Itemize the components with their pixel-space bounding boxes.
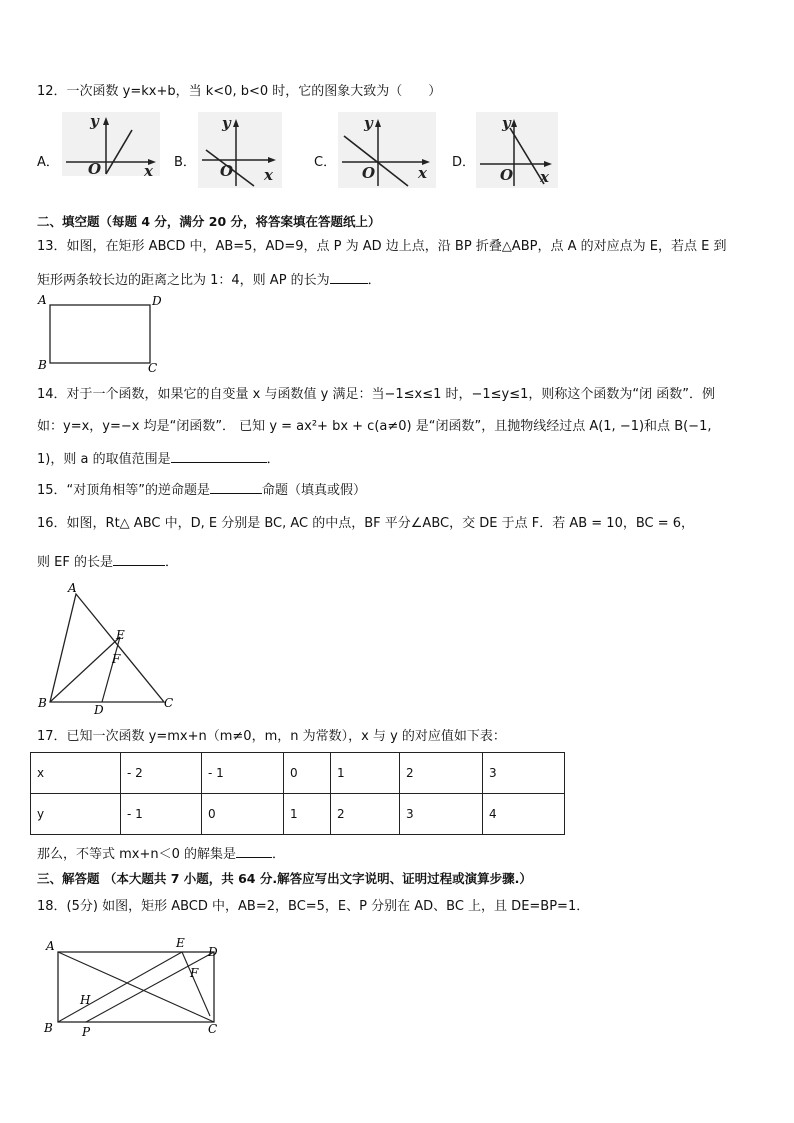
option-a-label[interactable]: A． — [37, 155, 59, 170]
q18-stem: 18．(5分) 如图，矩形 ABCD 中，AB=2，BC=5，E、P 分别在 AD、BC 上，且 DE=BP=1． — [37, 899, 590, 914]
table-cell: 1 — [284, 794, 331, 835]
q18-rectangle-figure — [36, 932, 236, 1046]
label-c: C — [164, 696, 174, 710]
option-c-graph[interactable] — [338, 112, 436, 188]
section-2-heading: 二、填空题（每题 4 分，满分 20 分，将答案填在答题纸上） — [37, 214, 381, 229]
q15-answer-blank[interactable] — [210, 481, 262, 494]
table-cell: - 1 — [202, 753, 284, 794]
q13-answer-blank[interactable] — [330, 271, 368, 284]
function-line — [344, 136, 408, 186]
origin-label: O — [362, 164, 376, 182]
y-arrow-icon — [511, 119, 517, 127]
table-cell: 3 — [483, 753, 565, 794]
table-cell: 3 — [400, 794, 483, 835]
q13-rectangle-figure — [30, 293, 170, 373]
x-label: x — [144, 162, 153, 180]
table-cell: 2 — [331, 794, 400, 835]
y-label: y — [222, 114, 231, 132]
q14-line1: 14．对于一个函数，如果它的自变量 x 与函数值 y 满足：当−1≤x≤1 时，−1≤y≤1，则称这个函数为“闭 函数”．例 — [37, 387, 716, 402]
y-arrow-icon — [375, 119, 381, 127]
table-cell: 0 — [202, 794, 284, 835]
q17-stem: 17．已知一次函数 y=mx+n（m≠0，m，n 为常数），x 与 y 的对应值如下表： — [37, 729, 506, 744]
x-label: x — [540, 168, 549, 186]
y-label: y — [502, 114, 511, 132]
y-label: y — [364, 114, 373, 132]
option-d-graph[interactable] — [476, 112, 558, 188]
label-b: B — [44, 1021, 53, 1035]
label-c: C — [208, 1022, 218, 1036]
q15-text: 15．“对顶角相等”的逆命题是 — [37, 483, 211, 498]
q14-line3 — [37, 450, 280, 469]
q16-answer-blank[interactable] — [113, 553, 165, 566]
function-line — [510, 128, 544, 184]
origin-label: O — [88, 160, 102, 178]
q17-answer-text: 那么，不等式 mx+n＜0 的解集是 — [37, 847, 237, 862]
label-a: A — [38, 293, 47, 307]
q13-line2-end: ． — [367, 273, 381, 288]
label-a: A — [68, 581, 77, 595]
q16-line1: 16．如图，Rt△ ABC 中，D, E 分别是 BC, AC 的中点，BF 平分∠ABC，交 DE 于点 F．若 AB = 10，BC = 6， — [37, 516, 695, 531]
q13-line2 — [37, 271, 381, 290]
segment-be — [58, 952, 182, 1022]
label-b: B — [38, 696, 47, 710]
q16-triangle-figure — [36, 580, 186, 718]
q14-answer-blank[interactable] — [171, 450, 267, 463]
option-b-graph[interactable] — [198, 112, 282, 188]
q17-answer-blank[interactable] — [236, 845, 272, 858]
option-d-label[interactable]: D． — [452, 155, 476, 170]
q16-line2-text: 则 EF 的长是 — [37, 555, 113, 570]
y-arrow-icon — [103, 117, 109, 125]
q14-line3-text: 1)，则 a 的取值范围是 — [37, 452, 171, 467]
function-line — [106, 130, 132, 174]
label-d: D — [152, 294, 162, 308]
diagonal-ac — [58, 952, 214, 1022]
q17-value-table — [30, 752, 565, 835]
label-e: E — [176, 936, 185, 950]
label-b: B — [38, 358, 47, 372]
q17-answer-line — [37, 845, 285, 864]
q12-stem: 12．一次函数 y=kx+b，当 k<0, b<0 时，它的图象大致为（ ） — [37, 84, 442, 99]
table-cell: y — [31, 794, 121, 835]
origin-label: O — [220, 162, 234, 180]
q15-line — [37, 481, 366, 500]
table-cell: 4 — [483, 794, 565, 835]
x-label: x — [418, 164, 427, 182]
x-arrow-icon — [544, 161, 552, 167]
x-arrow-icon — [268, 157, 276, 163]
option-a-graph[interactable] — [62, 112, 160, 180]
table-row-x — [31, 753, 565, 794]
table-cell: 2 — [400, 753, 483, 794]
segment-pd — [86, 952, 214, 1022]
table-row-y — [31, 794, 565, 835]
table-cell: - 1 — [121, 794, 202, 835]
label-e: E — [116, 628, 125, 642]
label-d: D — [208, 945, 218, 959]
section-3-heading: 三、解答题 （本大题共 7 小题，共 64 分.解答应写出文字说明、证明过程或演算步骤.） — [37, 871, 532, 886]
q17-answer-end: ． — [272, 847, 286, 862]
x-label: x — [264, 166, 273, 184]
q13-line1: 13．如图，在矩形 ABCD 中，AB=5，AD=9，点 P 为 AD 边上点，沿 BP 折叠△ABP，点 A 的对应点为 E，若点 E 到 — [37, 239, 727, 254]
q13-line2-text: 矩形两条较长边的距离之比为 1：4，则 AP 的长为 — [37, 273, 330, 288]
table-cell: - 2 — [121, 753, 202, 794]
origin-label: O — [500, 166, 514, 184]
q16-line2 — [37, 553, 178, 572]
segment-de — [102, 637, 120, 702]
y-label: y — [90, 112, 99, 130]
q14-line2: 如：y=x，y=−x 均是“闭函数”． 已知 y = ax²+ bx + c(a≠0) 是“闭函数”，且抛物线经过点 A(1, −1)和点 B(−1, — [37, 419, 712, 434]
option-b-label[interactable]: B． — [174, 155, 196, 170]
table-cell: x — [31, 753, 121, 794]
rectangle-abcd — [50, 305, 150, 363]
q14-line3-end: ． — [266, 452, 280, 467]
label-c: C — [148, 361, 158, 373]
label-p: P — [82, 1025, 91, 1039]
y-arrow-icon — [233, 119, 239, 127]
table-cell: 1 — [331, 753, 400, 794]
label-a: A — [46, 939, 55, 953]
label-h: H — [80, 993, 91, 1007]
q15-end: 命题（填真或假） — [262, 483, 367, 498]
option-c-label[interactable]: C． — [314, 155, 337, 170]
label-d: D — [94, 703, 104, 717]
segment-bf — [50, 637, 120, 702]
label-f: F — [190, 966, 199, 980]
q16-line2-end: ． — [164, 555, 178, 570]
table-cell: 0 — [284, 753, 331, 794]
label-f: F — [112, 652, 121, 666]
